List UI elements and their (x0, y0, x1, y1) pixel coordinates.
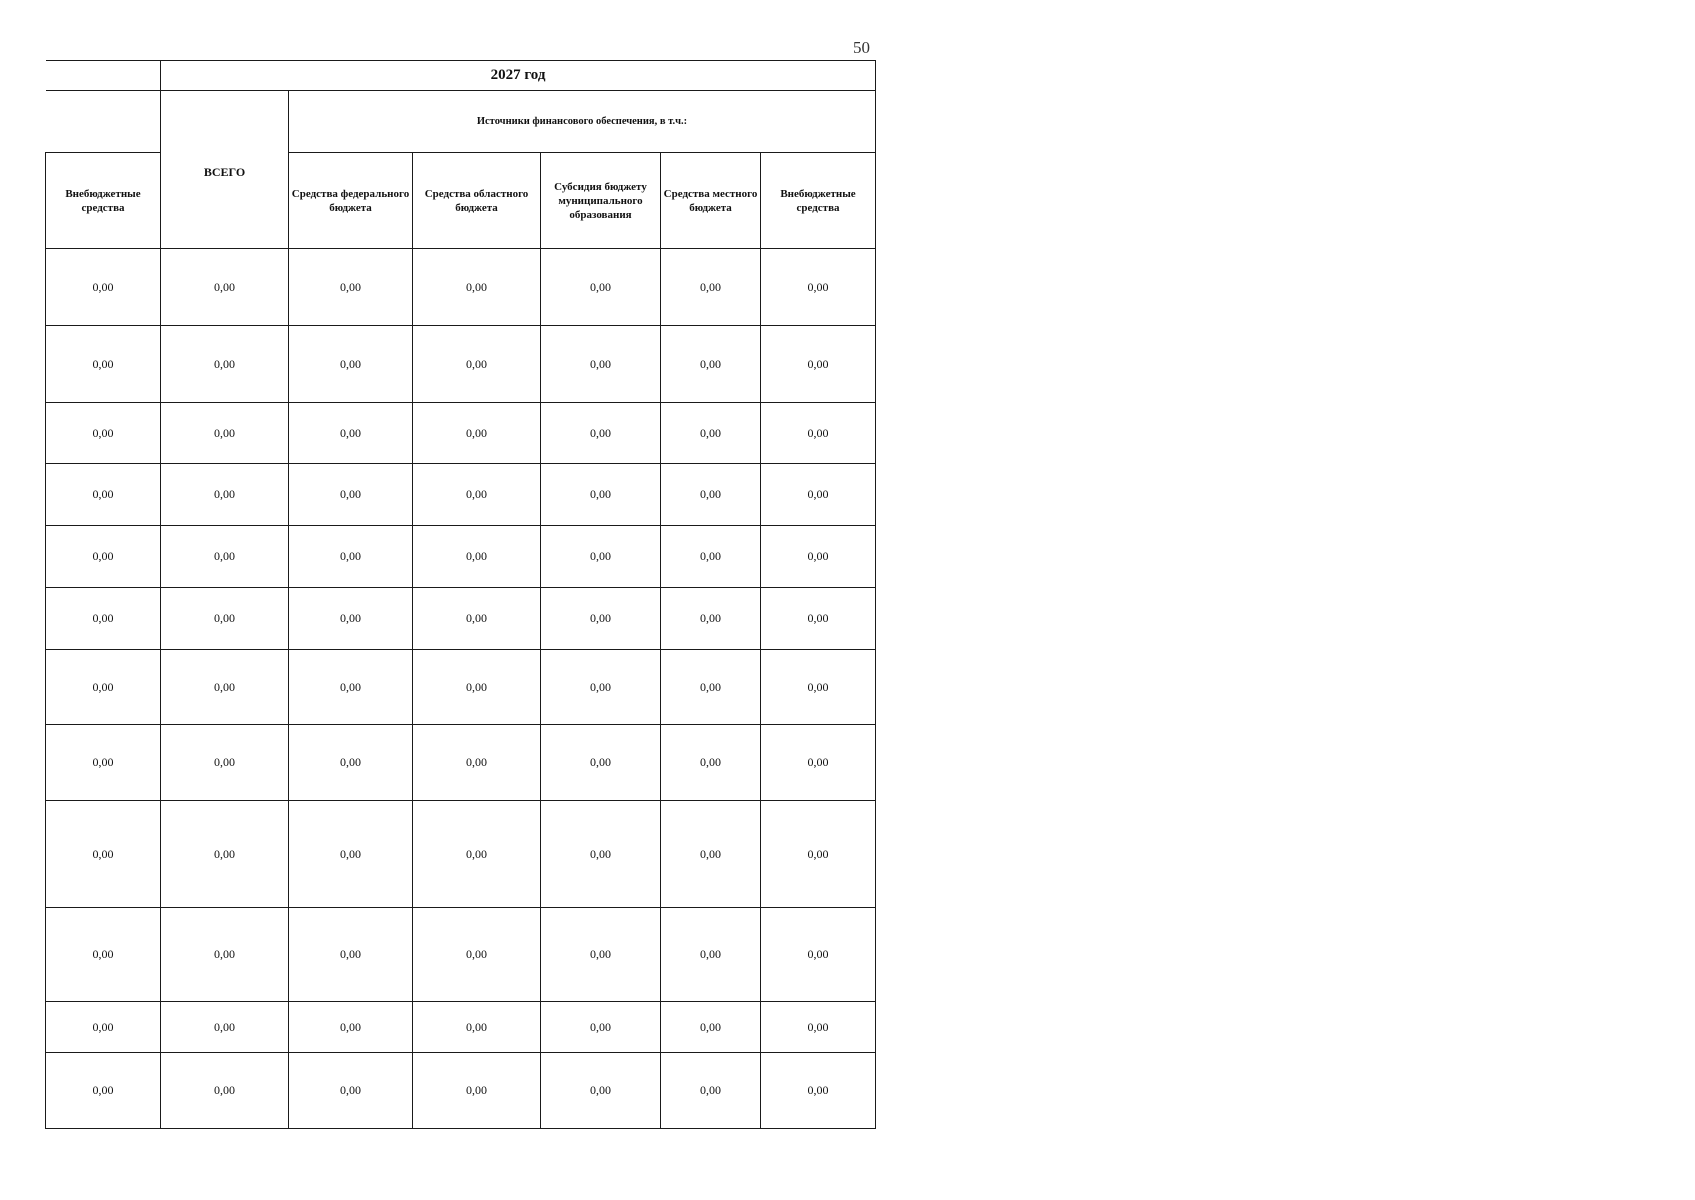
table-cell: 0,00 (46, 1053, 161, 1129)
table-cell: 0,00 (661, 249, 761, 326)
table-cell: 0,00 (46, 650, 161, 725)
table-cell: 0,00 (46, 464, 161, 526)
table-cell: 0,00 (541, 1002, 661, 1053)
table-cell: 0,00 (161, 801, 289, 908)
table-cell: 0,00 (541, 403, 661, 464)
table-cell: 0,00 (289, 249, 413, 326)
table-row (46, 725, 876, 801)
table-cell: 0,00 (761, 725, 876, 801)
table-cell: 0,00 (289, 1002, 413, 1053)
table-cell: 0,00 (661, 725, 761, 801)
table-cell: 0,00 (541, 249, 661, 326)
table-row (46, 326, 876, 403)
table-cell: 0,00 (541, 650, 661, 725)
table-cell: 0,00 (761, 588, 876, 650)
budget-table (45, 60, 876, 1129)
table-cell: 0,00 (661, 1002, 761, 1053)
table-cell: 0,00 (413, 588, 541, 650)
table-cell: 0,00 (541, 1053, 661, 1129)
table-cell: 0,00 (289, 908, 413, 1002)
table-cell: 0,00 (541, 464, 661, 526)
table-cell: 0,00 (161, 464, 289, 526)
table-body (46, 249, 876, 1129)
table-cell: 0,00 (661, 908, 761, 1002)
table-cell: 0,00 (661, 526, 761, 588)
table-row (46, 464, 876, 526)
table-cell: 0,00 (161, 326, 289, 403)
col-header-extrabudget: Внебюджетные средства (761, 153, 876, 249)
table-cell: 0,00 (661, 403, 761, 464)
table-cell: 0,00 (289, 326, 413, 403)
table-cell: 0,00 (761, 403, 876, 464)
table-cell: 0,00 (413, 249, 541, 326)
table-cell: 0,00 (541, 801, 661, 908)
table-row (46, 249, 876, 326)
table-cell: 0,00 (661, 464, 761, 526)
table-cell: 0,00 (413, 908, 541, 1002)
table-cell: 0,00 (413, 403, 541, 464)
table-cell: 0,00 (413, 801, 541, 908)
table-row (46, 588, 876, 650)
table-cell: 0,00 (761, 464, 876, 526)
table-cell: 0,00 (661, 801, 761, 908)
table-cell: 0,00 (161, 526, 289, 588)
table-cell: 0,00 (413, 326, 541, 403)
table-cell: 0,00 (761, 326, 876, 403)
table-cell: 0,00 (46, 725, 161, 801)
table-row (46, 1002, 876, 1053)
table-cell: 0,00 (289, 588, 413, 650)
table-cell: 0,00 (289, 526, 413, 588)
table-cell: 0,00 (289, 725, 413, 801)
table-cell: 0,00 (161, 403, 289, 464)
table-cell: 0,00 (46, 588, 161, 650)
header-blank-cell (46, 61, 161, 91)
table-cell: 0,00 (46, 326, 161, 403)
header-row-year (46, 61, 876, 91)
table-cell: 0,00 (413, 1002, 541, 1053)
table-cell: 0,00 (161, 249, 289, 326)
table-cell: 0,00 (161, 725, 289, 801)
table-cell: 0,00 (541, 588, 661, 650)
table-cell: 0,00 (761, 1002, 876, 1053)
table-cell: 0,00 (46, 403, 161, 464)
table-cell: 0,00 (761, 526, 876, 588)
col-header-regional: Средства областного бюджета (413, 153, 541, 249)
table-cell: 0,00 (161, 1053, 289, 1129)
table-cell: 0,00 (289, 801, 413, 908)
table-cell: 0,00 (289, 1053, 413, 1129)
table-cell: 0,00 (761, 908, 876, 1002)
table-row (46, 801, 876, 908)
col-header-federal: Средства федерального бюджета (289, 153, 413, 249)
col-header-local: Средства местного бюджета (661, 153, 761, 249)
table-row (46, 403, 876, 464)
table-cell: 0,00 (161, 588, 289, 650)
header-blank-cell-2 (46, 91, 161, 153)
table-cell: 0,00 (161, 650, 289, 725)
table-cell: 0,00 (661, 650, 761, 725)
page-number: 50 (853, 38, 870, 57)
table-cell: 0,00 (46, 249, 161, 326)
table-row (46, 908, 876, 1002)
table-cell: 0,00 (661, 588, 761, 650)
col-header-extrabudget-left: Внебюджетные средства (46, 153, 161, 249)
table-cell: 0,00 (46, 526, 161, 588)
table-cell: 0,00 (413, 464, 541, 526)
table-cell: 0,00 (541, 725, 661, 801)
table-cell: 0,00 (289, 403, 413, 464)
table-cell: 0,00 (161, 1002, 289, 1053)
table-cell: 0,00 (761, 249, 876, 326)
table-cell: 0,00 (46, 1002, 161, 1053)
table-row (46, 526, 876, 588)
table-cell: 0,00 (413, 526, 541, 588)
table-cell: 0,00 (761, 1053, 876, 1129)
header-row-sources (46, 91, 876, 153)
table-cell: 0,00 (661, 326, 761, 403)
table-cell: 0,00 (46, 908, 161, 1002)
sources-header: Источники финансового обеспечения, в т.ч.: (289, 91, 876, 153)
table-cell: 0,00 (289, 650, 413, 725)
table-cell: 0,00 (541, 326, 661, 403)
table-row (46, 1053, 876, 1129)
table-cell: 0,00 (161, 908, 289, 1002)
table-cell: 0,00 (761, 650, 876, 725)
table-cell: 0,00 (541, 526, 661, 588)
col-header-subsidy: Субсидия бюджету муниципального образования (541, 153, 661, 249)
table-cell: 0,00 (541, 908, 661, 1002)
table-cell: 0,00 (413, 725, 541, 801)
table-cell: 0,00 (413, 1053, 541, 1129)
table-row (46, 650, 876, 725)
table-cell: 0,00 (761, 801, 876, 908)
table-cell: 0,00 (289, 464, 413, 526)
year-header: 2027 год (161, 61, 876, 91)
total-header: ВСЕГО (161, 91, 289, 249)
table-cell: 0,00 (46, 801, 161, 908)
table-cell: 0,00 (413, 650, 541, 725)
table-cell: 0,00 (661, 1053, 761, 1129)
